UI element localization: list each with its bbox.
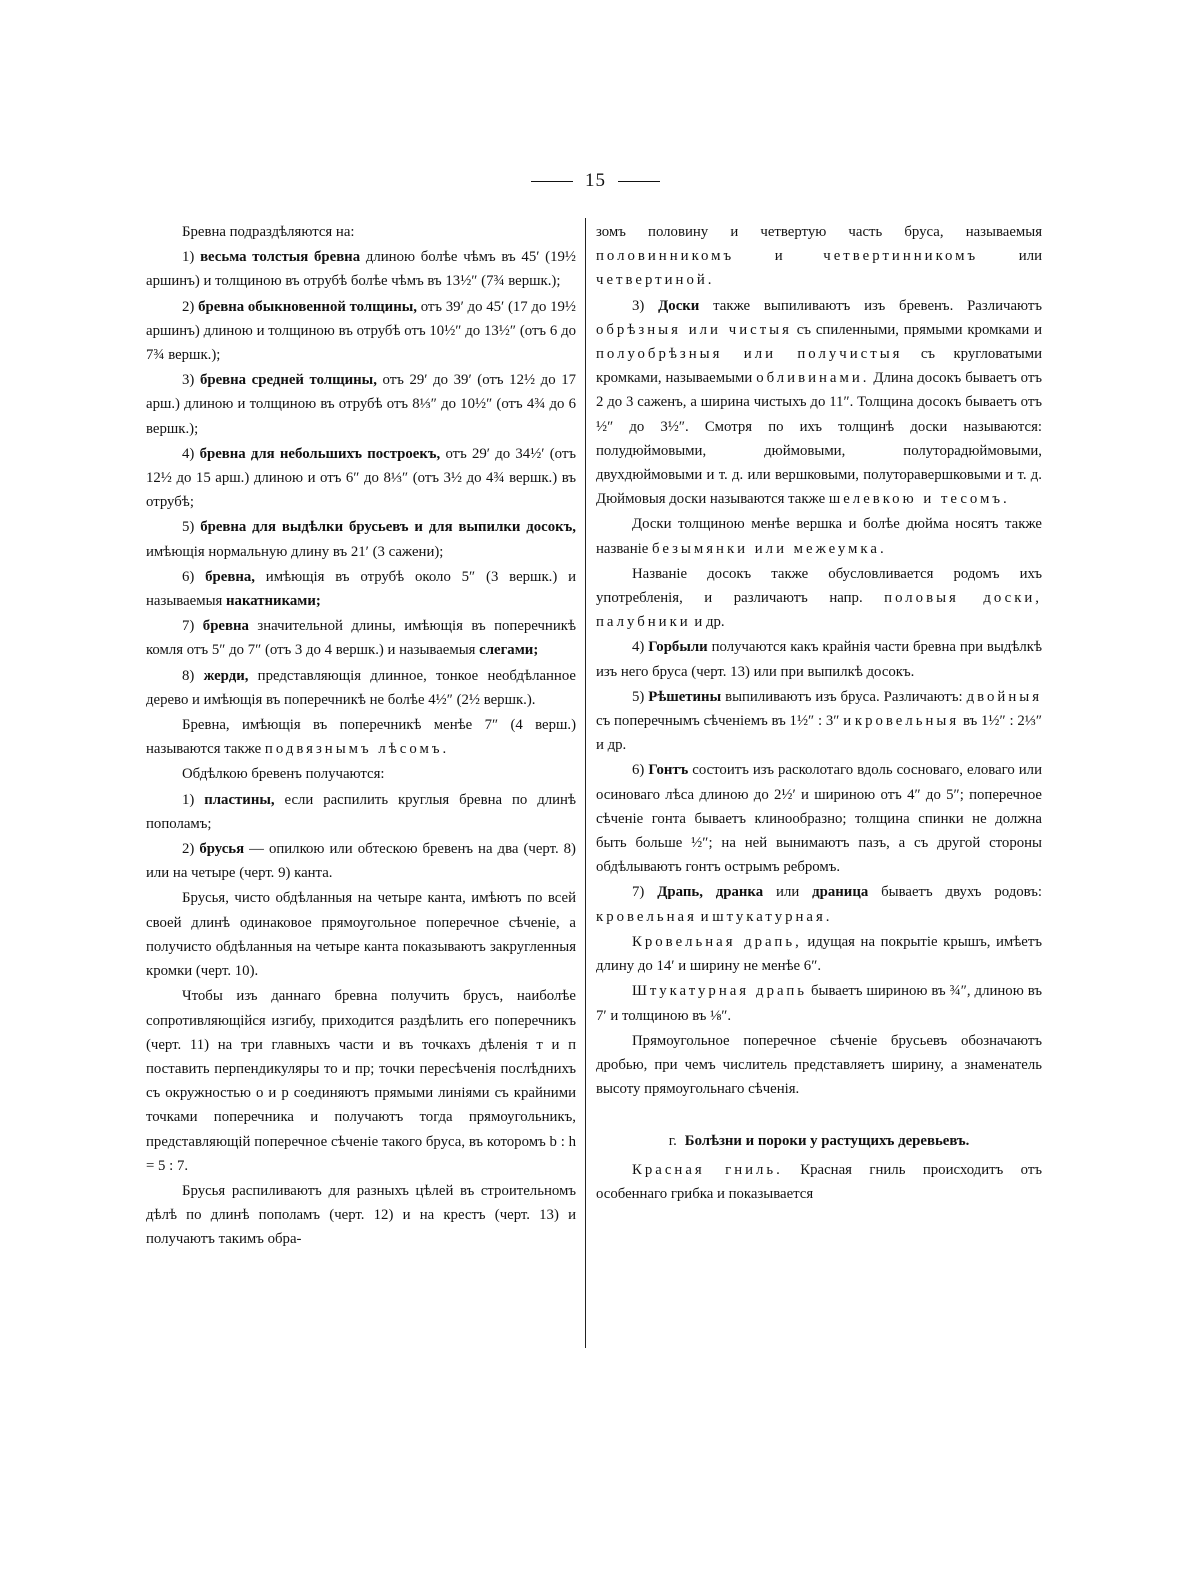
list-item-7: 7) бревна значительной длины, имѣющія въ поперечникѣ комля отъ 5″ до 7″ (отъ 3 до 4 вершк.) и называемыя слегами;: [146, 618, 576, 659]
list-item-1: 1) весьма толстыя бревна длиною болѣе чѣмъ въ 45′ (19½ аршинъ) и толщиною въ отрубѣ болѣе чѣмъ въ 13½″ (7¾ вершк.);: [146, 249, 576, 290]
shingle-paragraph: 6) Гонтъ состоитъ изъ расколотаго вдоль сосноваго, еловаго или осиноваго лѣса длиною до 2½′ и шириною отъ 4″ до 5″; поперечное сѣченіе гонта бываетъ клинообразно; толщина спинки не должна быть больше ½″; на ней вынимаютъ пазъ, а съ другой стороны обдѣлываютъ гонтъ острымъ ребромъ.: [596, 762, 1042, 876]
page-number: [0, 170, 1191, 192]
lath-paragraph: 7) Драпь, дранка или драница бываетъ двухъ родовъ: кровельная и штукатурная.: [596, 884, 1043, 925]
list-item-8: 8) жерди, представляющія длинное, тонкое необдѣланное дерево и имѣющія въ поперечникѣ не болѣе 4½″ (2½ вершк.).: [146, 667, 576, 708]
small-logs-paragraph: Бревна, имѣющія въ поперечникѣ менѣе 7″ (4 верш.) называются также подвязнымъ лѣсомъ.: [146, 717, 576, 758]
list-item-2: 2) бревна обыкновенной толщины, отъ 39′ до 45′ (17 до 19½ аршинъ) длиною и толщиною въ отрубѣ отъ 10½″ до 13½″ (отъ 6 до 7¾ вершк.);: [146, 298, 576, 364]
list-item-4: 4) бревна для небольшихъ построекъ, отъ 29′ до 34½′ (отъ 12½ до 15 арш.) длиною и отъ 6″ до 8⅓″ (отъ 3½ до 4¾ вершк.) въ отрубѣ;: [146, 445, 577, 511]
battens-paragraph: 5) Рѣшетины выпиливаютъ изъ бруса. Различаютъ: двойныя съ поперечнымъ сѣченіемъ въ 1½″ : 3″ и кровельныя въ 1½″ : 2⅓″ и др.: [596, 688, 1043, 754]
section-heading: г. Болѣзни и пороки у растущихъ деревьевъ.: [668, 1133, 970, 1150]
column-divider: [585, 218, 586, 1348]
slabs-paragraph: 4) Горбыли получаются какъ крайнія части бревна при выдѣлкѣ изъ него бруса (черт. 13) или при выпилкѣ досокъ.: [596, 639, 1043, 680]
page-number-dash-right: [618, 181, 660, 182]
beam-cut-paragraph: Чтобы изъ даннаго бревна получить брусъ, наиболѣе сопротивляющійся изгибу, приходится раздѣлить его поперечникъ (черт. 11) на три главныхъ части и въ точкахъ дѣленія т и п поставить перпендикуляры то и пр; точки пересѣченія послѣднихъ съ окружностью о и р соединяютъ прямыми линіями съ крайними точками поперечника и получаютъ тогда прямоугольникъ, представляющій поперечное сѣченіе такого бруса, въ которомъ b : h = 5 : 7.: [146, 988, 576, 1174]
right-column: [596, 220, 1042, 1207]
beam-saw-paragraph: Брусья распиливаютъ для разныхъ цѣлей въ строительномъ дѣлѣ по длинѣ пополамъ (черт. 12) и на крестъ (черт. 13) и получаютъ такимъ обра-: [146, 1182, 576, 1248]
obtain-item-1: 1) пластины, если распилить круглыя бревна по длинѣ пополамъ;: [146, 791, 576, 832]
section-notation-paragraph: Прямоугольное поперечное сѣченіе брусьевъ обозначаютъ дробью, при чемъ числитель представляетъ ширину, а знаменатель высоту прямоугольнаго сѣченія.: [596, 1032, 1042, 1098]
boards-paragraph: 3) Доски также выпиливаютъ изъ бревенъ. Различаютъ обрѣзныя или чистыя съ спиленными, прямыми кромками и полуобрѣзныя или получистыя съ кругловатыми кромками, называемыми обливинами. Длина досокъ бываетъ отъ 2 до 3 саженъ, а ширина чистыхъ до 11″. Толщина досокъ бываетъ отъ ½″ до 3½″. Смотря по ихъ толщинѣ доски называются: полудюймовыми, дюймовыми, полуторадюймовыми, двухдюймовыми и т. д. или вершковыми, полуторавершковыми и т. д. Дюймовыя доски называются также шелевкою и тесомъ.: [596, 297, 1043, 508]
list-item-5: 5) бревна для выдѣлки брусьевъ и для выпилки досокъ, имѣющія нормальную длину въ 21′ (3 сажени);: [146, 519, 577, 560]
roof-lath-paragraph: Кровельная драпь, идущая на покрытіе крышъ, имѣетъ длину до 14′ и ширину не менѣе 6″.: [596, 933, 1042, 975]
continuation-paragraph: зомъ половину и четвертую часть бруса, называемыя половинникомъ и четвертинникомъ или четвертиной.: [596, 224, 1042, 289]
nameless-paragraph: Доски толщиною менѣе вершка и болѣе дюйма носятъ также названіе безымянки или межеумка.: [596, 516, 1042, 557]
obtain-item-2: 2) брусья — опилкою или обтескою бревенъ на два (черт. 8) или на четыре (черт. 9) канта.: [146, 841, 576, 882]
list-item-6: 6) бревна, имѣющія въ отрубѣ около 5″ (3 вершк.) и называемыя накатниками;: [146, 568, 576, 610]
page-number-value: 15: [585, 170, 606, 191]
left-column: [146, 220, 576, 1253]
beams-paragraph: Брусья, чисто обдѣланныя на четыре канта, имѣютъ по всей своей длинѣ одинаковое прямоугольное поперечное сѣченіе, а получисто обдѣланныя на четыре канта показываютъ закругленныя кромки (черт. 10).: [146, 890, 576, 980]
plaster-lath-paragraph: Штукатурная драпь бываетъ шириною въ ¾″, длиною въ 7′ и толщиною въ ⅛″.: [596, 983, 1042, 1024]
red-rot-paragraph: Красная гниль. Красная гниль происходитъ отъ особеннаго грибка и показывается: [596, 1161, 1042, 1202]
intro-paragraph: Бревна подраздѣляются на:: [182, 224, 355, 240]
obtain-paragraph: Обдѣлкою бревенъ получаются:: [182, 766, 385, 783]
page-number-dash-left: [531, 181, 573, 182]
naming-paragraph: Названіе досокъ также обусловливается родомъ ихъ употребленія, и различаютъ напр. половыя доски, палубники и др.: [596, 565, 1042, 631]
list-item-3: 3) бревна средней толщины, отъ 29′ до 39′ (отъ 12½ до 17 арш.) длиною и толщиною въ отрубѣ отъ 8⅓″ до 10½″ (отъ 4¾ до 6 вершк.);: [146, 372, 577, 437]
